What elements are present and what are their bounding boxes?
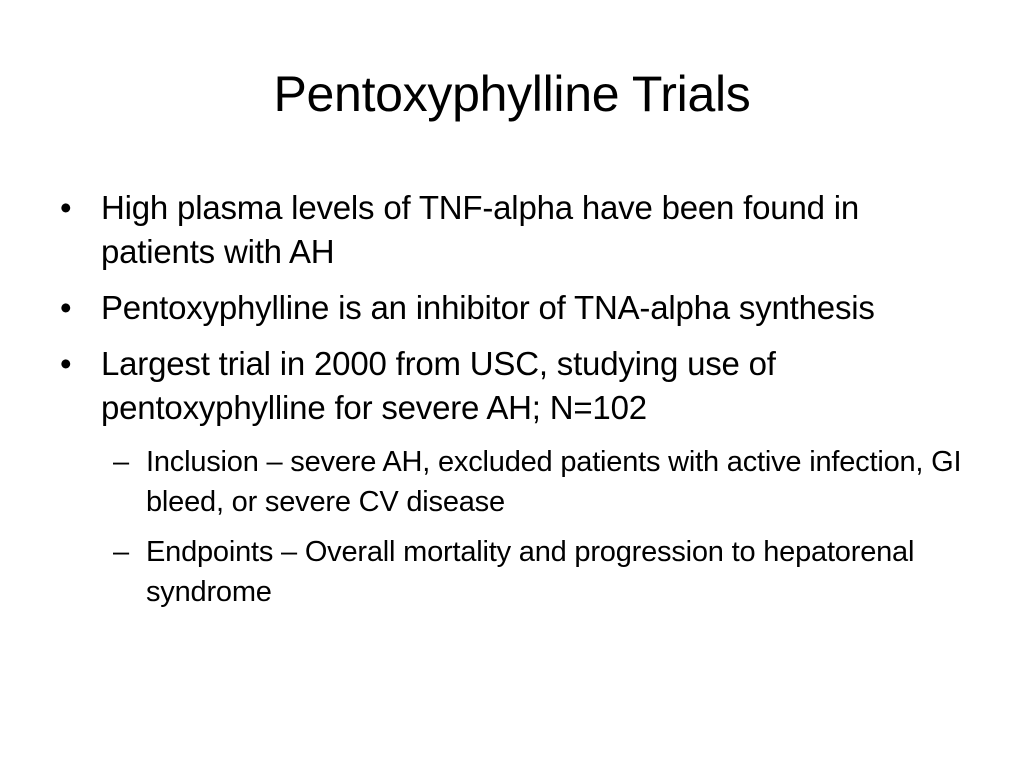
sub-bullet-item (113, 442, 980, 522)
sub-bullet-marker: – (113, 536, 129, 568)
bullet-marker: • (60, 289, 72, 326)
sub-bullet-text: Endpoints – Overall mortality and progression to hepatorenal syndrome (146, 536, 915, 608)
bullet-marker: • (60, 189, 72, 226)
bullet-text: Pentoxyphylline is an inhibitor of TNA-alpha synthesis (101, 289, 875, 326)
sub-bullet-text: Inclusion – severe AH, excluded patients with active infection, GI bleed, or severe CV disease (146, 446, 962, 518)
sub-bullet-item (113, 532, 980, 612)
bullet-item (60, 342, 980, 430)
sub-bullet-marker: – (113, 446, 129, 478)
bullet-item (60, 186, 980, 274)
bullet-item (60, 286, 980, 330)
slide-title: Pentoxyphylline Trials (273, 66, 751, 122)
bullet-text: Largest trial in 2000 from USC, studying use of pentoxyphylline for severe AH; N=102 (101, 345, 776, 426)
slide-body (60, 186, 980, 622)
bullet-marker: • (60, 345, 72, 382)
bullet-text: High plasma levels of TNF-alpha have been found in patients with AH (101, 189, 860, 270)
